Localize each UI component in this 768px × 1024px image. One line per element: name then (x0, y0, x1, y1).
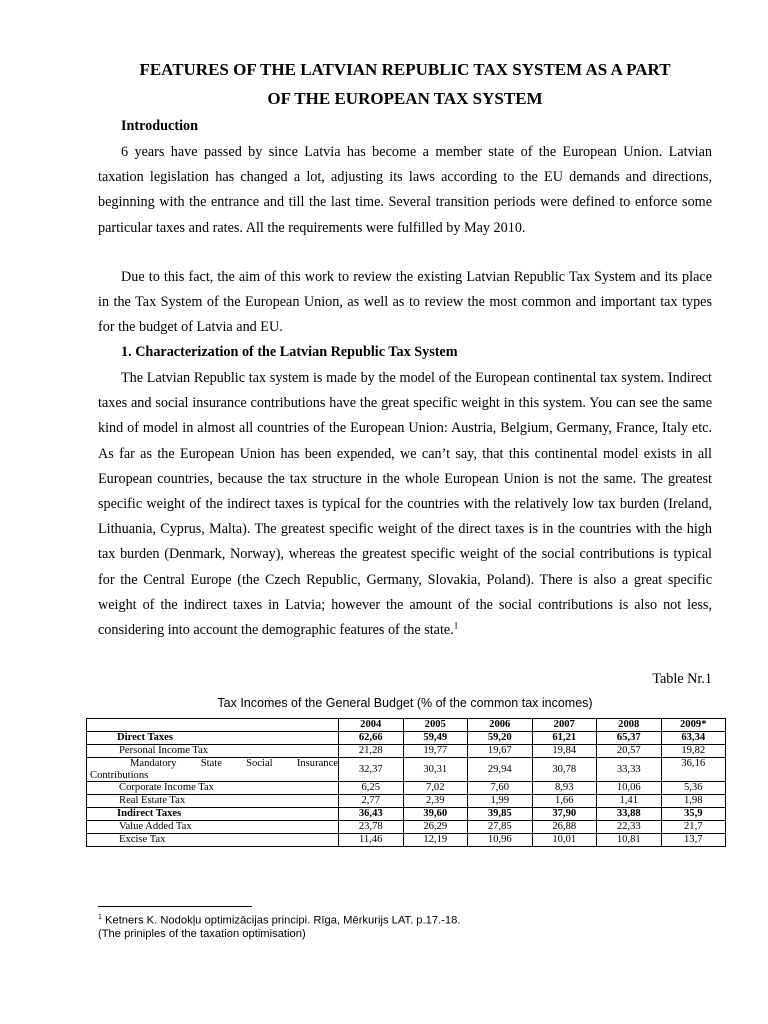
table-cell: 61,21 (532, 732, 597, 745)
table-cell: 32,37 (339, 758, 404, 782)
table-cell: 23,78 (339, 821, 404, 834)
table-cell: 37,90 (532, 808, 597, 821)
table-cell: 1,99 (468, 795, 533, 808)
introduction-paragraph-1: 6 years have passed by since Latvia has become a member state of the European Union. Latvian taxation legislation has changed a lot, adjusting its laws according to the EU demands and directions, beginning with the entrance and till the last time. Several transition periods were defined to enforce some particular taxes and rates. All the requirements were fulfilled by May 2010. (98, 144, 712, 236)
introduction-heading: Introduction (121, 118, 198, 134)
document-title-line-2: OF THE EUROPEAN TAX SYSTEM (267, 89, 543, 108)
document-title-line-1: FEATURES OF THE LATVIAN REPUBLIC TAX SYSTEM AS A PART (139, 60, 671, 79)
footnote-divider (98, 906, 252, 907)
table-row-social-insurance (87, 758, 726, 782)
table-header-year: 2004 (339, 719, 404, 732)
table-row-indirect-taxes (87, 808, 726, 821)
table-row-label: Value Added Tax (87, 821, 339, 834)
table-header-year: 2007 (532, 719, 597, 732)
table-cell: 8,93 (532, 782, 597, 795)
table-cell: 62,66 (339, 732, 404, 745)
table-cell: 39,60 (403, 808, 468, 821)
table-row-personal-income-tax (87, 745, 726, 758)
table-cell: 22,33 (597, 821, 662, 834)
table-cell: 13,7 (661, 834, 726, 847)
table-cell: 36,16 (661, 758, 726, 782)
table-cell: 30,78 (532, 758, 597, 782)
table-row-label: Excise Tax (87, 834, 339, 847)
table-label: Table Nr.1 (652, 671, 712, 687)
footnote-line-2: (The priniples of the taxation optimisation) (98, 928, 306, 940)
table-cell: 12,19 (403, 834, 468, 847)
table-cell: 19,77 (403, 745, 468, 758)
table-cell: 2,39 (403, 795, 468, 808)
tax-incomes-table (86, 718, 726, 847)
table-header-row (87, 719, 726, 732)
table-cell: 35,9 (661, 808, 726, 821)
table-row-label: Indirect Taxes (87, 808, 339, 821)
table-cell: 2,77 (339, 795, 404, 808)
table-row-label: Direct Taxes (87, 732, 339, 745)
table-cell: 10,01 (532, 834, 597, 847)
section-1-paragraph (98, 366, 712, 643)
table-row-label-line-2: Contributions (90, 769, 149, 781)
table-header-year: 2005 (403, 719, 468, 732)
table-cell: 7,02 (403, 782, 468, 795)
table-cell: 26,29 (403, 821, 468, 834)
table-row-label: Real Estate Tax (87, 795, 339, 808)
table-header-year: 2008 (597, 719, 662, 732)
table-cell: 11,46 (339, 834, 404, 847)
table-cell: 1,98 (661, 795, 726, 808)
footnote-reference: 1 (453, 620, 459, 631)
table-cell: 6,25 (339, 782, 404, 795)
table-row-label: Corporate Income Tax (87, 782, 339, 795)
section-1-paragraph-text: The Latvian Republic tax system is made by the model of the European continental tax system. Indirect taxes and social insurance contributions have the great specific weight in this system. You can see the same kind of model in almost all countries of the European Union: Austria, Belgium, Germany, France, Italy etc. As far as the European Union has been expended, we can’t say, that this continental model exists in all European countries, because the tax structure in the whole European Union is not the same. The greatest specific weight of the indirect taxes is typical for the countries with the relatively low tax burden (Ireland, Lithuania, Cyprus, Malta). The greatest specific weight of the direct taxes is in the countries with the high tax burden (Denmark, Norway), whereas the greatest specific weight of the social contributions is typical for the Central Europe (the Czech Republic, Germany, Slovakia, Poland). There is also a great specific weight of the indirect taxes in Latvia; however the amount of the social contributions is also not less, considering into account the demographic features of the state. (98, 370, 712, 639)
table-row-excise-tax (87, 834, 726, 847)
table-cell: 21,28 (339, 745, 404, 758)
table-cell: 36,43 (339, 808, 404, 821)
table-cell: 39,85 (468, 808, 533, 821)
table-cell: 19,84 (532, 745, 597, 758)
table-cell: 59,49 (403, 732, 468, 745)
table-cell: 65,37 (597, 732, 662, 745)
table-cell: 1,41 (597, 795, 662, 808)
table-cell: 7,60 (468, 782, 533, 795)
table-caption: Tax Incomes of the General Budget (% of the common tax incomes) (217, 696, 593, 710)
table-cell: 29,94 (468, 758, 533, 782)
table-row-label-line-1: Mandatory State Social Insurance (130, 758, 338, 769)
table-row-label: Personal Income Tax (87, 745, 339, 758)
table-cell: 10,06 (597, 782, 662, 795)
table-row-label (87, 758, 339, 782)
table-header-empty (87, 719, 339, 732)
introduction-paragraph-2: Due to this fact, the aim of this work to review the existing Latvian Republic Tax System and its place in the Tax System of the European Union, as well as to review the most common and important tax types for the budget of Latvia and EU. (98, 269, 712, 336)
table-cell: 26,88 (532, 821, 597, 834)
table-cell: 63,34 (661, 732, 726, 745)
table-cell: 1,66 (532, 795, 597, 808)
table-header-year: 2009* (661, 719, 726, 732)
table-cell: 10,81 (597, 834, 662, 847)
footnote-number: 1 (98, 914, 102, 921)
table-row-real-estate-tax (87, 795, 726, 808)
table-cell: 19,82 (661, 745, 726, 758)
table-cell: 59,20 (468, 732, 533, 745)
table-cell: 20,57 (597, 745, 662, 758)
table-cell: 30,31 (403, 758, 468, 782)
table-cell: 19,67 (468, 745, 533, 758)
footnote-citation: Ketners K. Nodokļu optimizācijas principi. Rīga, Mērkurijs LAT. p.17.-18. (105, 914, 461, 927)
table-row-direct-taxes (87, 732, 726, 745)
table-row-corporate-income-tax (87, 782, 726, 795)
table-cell: 33,33 (597, 758, 662, 782)
table-header-year: 2006 (468, 719, 533, 732)
table-cell: 33,88 (597, 808, 662, 821)
table-cell: 5,36 (661, 782, 726, 795)
table-cell: 10,96 (468, 834, 533, 847)
section-1-heading: 1. Characterization of the Latvian Republic Tax System (121, 344, 458, 360)
table-row-value-added-tax (87, 821, 726, 834)
table-cell: 27,85 (468, 821, 533, 834)
table-cell: 21,7 (661, 821, 726, 834)
